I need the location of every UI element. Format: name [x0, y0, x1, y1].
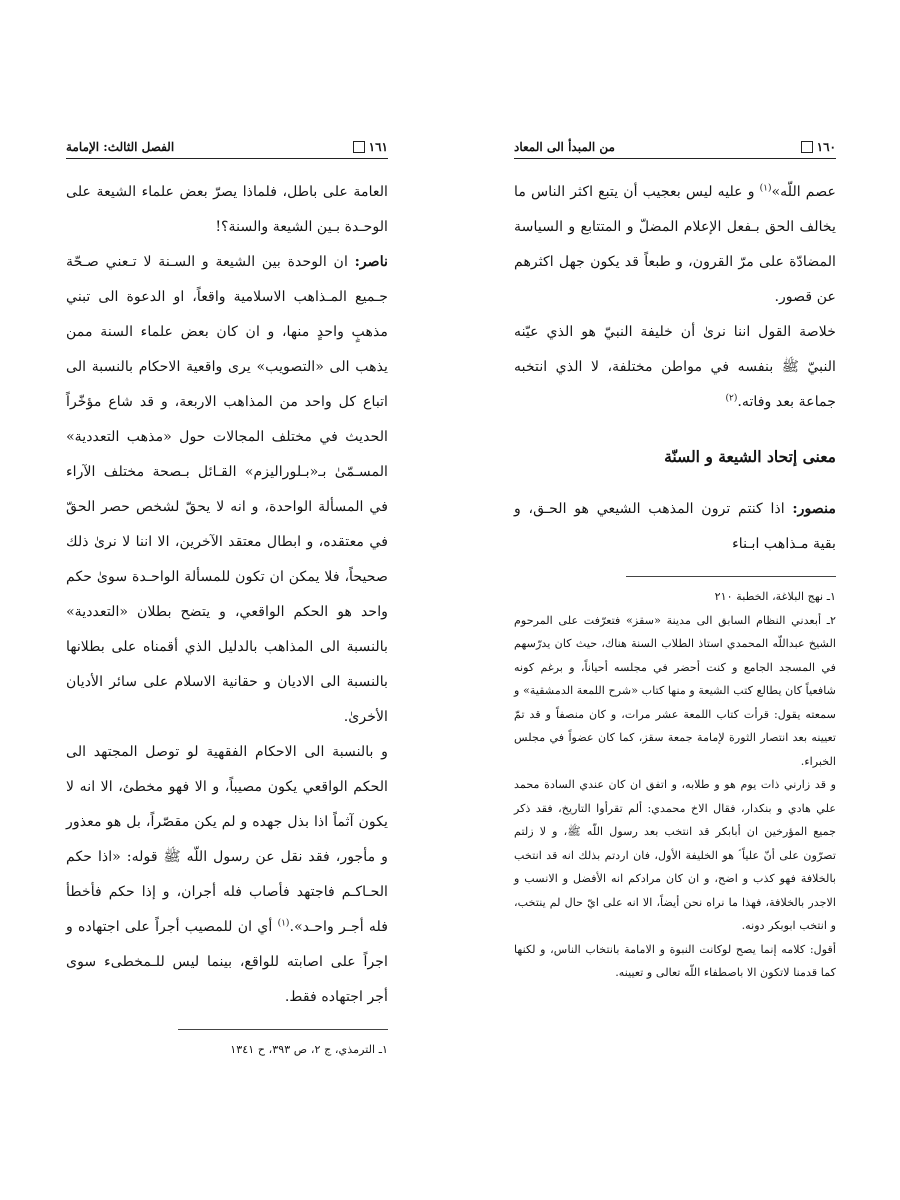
page-header — [66, 140, 388, 159]
paragraph: العامة على باطل، فلماذا يصرّ بعض علماء الشيعة على الوحـدة بـين الشيعة والسنة؟! — [66, 184, 388, 235]
footnote: ١ـ نهج البلاغة، الخطبة ٢١٠ — [714, 590, 836, 603]
footnote: ٢ـ أبعدني النظام السابق الى مدينة «سقز» فتعرّفت على المرحوم الشيخ عبداللّه المحمدي استاذ الطلاب السنة هناك، حيث كان يدرّسهم في المسجد الجامع و كنت أحضر في مجلسه أحياناً، و برغم كونه شافعياً كان يطالع كتب الشيعة و منها كتاب «شرح اللمعة الدمشقية» و سمعته يقول: قرأت كتاب اللمعة عشر مرات، و كان منصفاً و قد تمّ تعيينه بعد انتصار الثورة لإمامة جمعة سقز، كما كان عضواً في مجلس الخبراء. — [514, 613, 836, 768]
footnotes — [66, 1038, 388, 1062]
speaker-name: منصور: — [792, 501, 836, 517]
page-number: ١٦١ — [353, 140, 388, 154]
footnote: أقول: كلامه إنما يصح لوكانت النبوة و الامامة بانتخاب الناس، و لكنها كما قدمنا لاتكون الا باصطفاء اللّه تعالى و تعيينه. — [514, 942, 836, 979]
footnote-ref: (٢) — [725, 393, 738, 404]
paragraph: ناصر: ان الوحدة بين الشيعة و السـنة لا تـعني صـحّة جـميع المـذاهب الاسلامية واقعاً، او الدعوة الى تبني مذهبٍ واحدٍ منها، و ان كان بعض علماء السنة ممن يذهب الى «التصويب» يرى واقعية الاحكام بالنسبة الى اتباع كل واحد من المذاهب الاربعة، و قد شاع مؤخّراً الحديث في مختلف المجالات حول «مذهب التعددية» المسـمّىٰ بـ«بـلوراليزم» القـائل بـصحة مختلف الآراء في المسألة الواحدة، و انه لا يحقّ لشخص حصر الحقّ في معتقده، و ابطال معتقد الآخرين، الا اننا لا نرىٰ ذلك صحيحاً، فلا يمكن ان تكون للمسألة الواحـدة سوىٰ حكم واحد هو الحكم الواقعي، و يتضح بطلان «التعددية» بالنسبة الى المذاهب بالدليل الذي أقمناه على بطلانها بالنسبة الى الاديان و حقانية الاسلام على سائر الأديان الأخرىٰ. — [66, 254, 388, 725]
page-number: ١٦٠ — [801, 140, 836, 154]
footnote: و قد زارني ذات يوم هو و طلابه، و اتفق ان كان عندي السادة محمد علي هادي و بنكدار، فقال الاخ محمدي: ألم تقرأوا التاريخ، فقد ذكر جميع المؤرخين ان أبابكر قد انتخب بعد رسول اللّه ﷺ، و لا زلتم تصرّون على أنّ علياً ؑ هو الخليفة الأول، فان اردتم بذلك انه قد انتخب بالخلافة فهو كذب و اضح، و ان كان مرادكم انه الأفضل و الانسب و الاجدر بالخلافة، فهذا ما نراه نحن أيضاً، الا انه على ايّ حال لم ينتخب، و انتخب ابوبكر دونه. — [514, 778, 836, 932]
body-text — [514, 175, 836, 562]
speaker-name: ناصر: — [354, 254, 388, 270]
running-title: الفصل الثالث: الإمامة — [66, 140, 175, 154]
paragraph: و بالنسبة الى الاحكام الفقهية لو توصل المجتهد الى الحكم الواقعي يكون مصيباً، و الا فهو مخطئ، الا انه لا يكون آثماً اذا بذل جهده و لم يكن مقصّراً، بل هو معذور و مأجور، فقد نقل عن رسول اللّه ﷺ قوله: «اذا حكم الحـاكـم فاجتهد فأصاب فله أجران، و إذا حكم فأخطأ فله أجـر واحـد».$^{(١)}$ أي ان للمصيب أجراً على اجتهاده و اجراً على اصابته للواقع، بينما ليس للـمخطىء سوى أجر اجتهاده فقط. — [66, 744, 388, 1005]
page-160 — [514, 140, 836, 985]
paragraph: عصم اللّه»$^{(١)}$ و عليه ليس بعجيب أن يتبع اكثر الناس ما يخالف الحق بـفعل الإعلام المضلّ و المتتابع و السياسة المضادّة على مرّ القرون، و طبعاً قد يكون جهل اكثرهم عن قصور. — [514, 183, 836, 305]
paragraph: منصور: اذا كنتم ترون المذهب الشيعي هو الحـق، و بقية مـذاهب ابـناء — [514, 501, 836, 552]
page-box-icon — [801, 141, 813, 153]
footnote-divider — [626, 576, 836, 577]
footnotes — [514, 585, 836, 985]
section-heading: معنى إتحاد الشيعة و السنّة — [664, 447, 836, 466]
page-header — [514, 140, 836, 159]
footnote-divider — [178, 1029, 388, 1030]
page-161 — [66, 140, 388, 1062]
running-title: من المبدأ الى المعاد — [514, 140, 615, 154]
paragraph: خلاصة القول اننا نرىٰ أن خليفة النبيّ هو الذي عيّنه النبيّ ﷺ بنفسه في مواطن مختلفة، لا الذي انتخبه جماعة بعد وفاته.$^{(٢)}$ — [514, 324, 836, 410]
body-text — [66, 175, 388, 1015]
footnote: ١ـ الترمذي، ج ٢، ص ٣٩٣، ح ١٣٤١ — [230, 1043, 388, 1056]
footnote-ref: (١) — [277, 918, 290, 929]
page-box-icon — [353, 141, 365, 153]
footnote-ref: (١) — [759, 183, 772, 194]
